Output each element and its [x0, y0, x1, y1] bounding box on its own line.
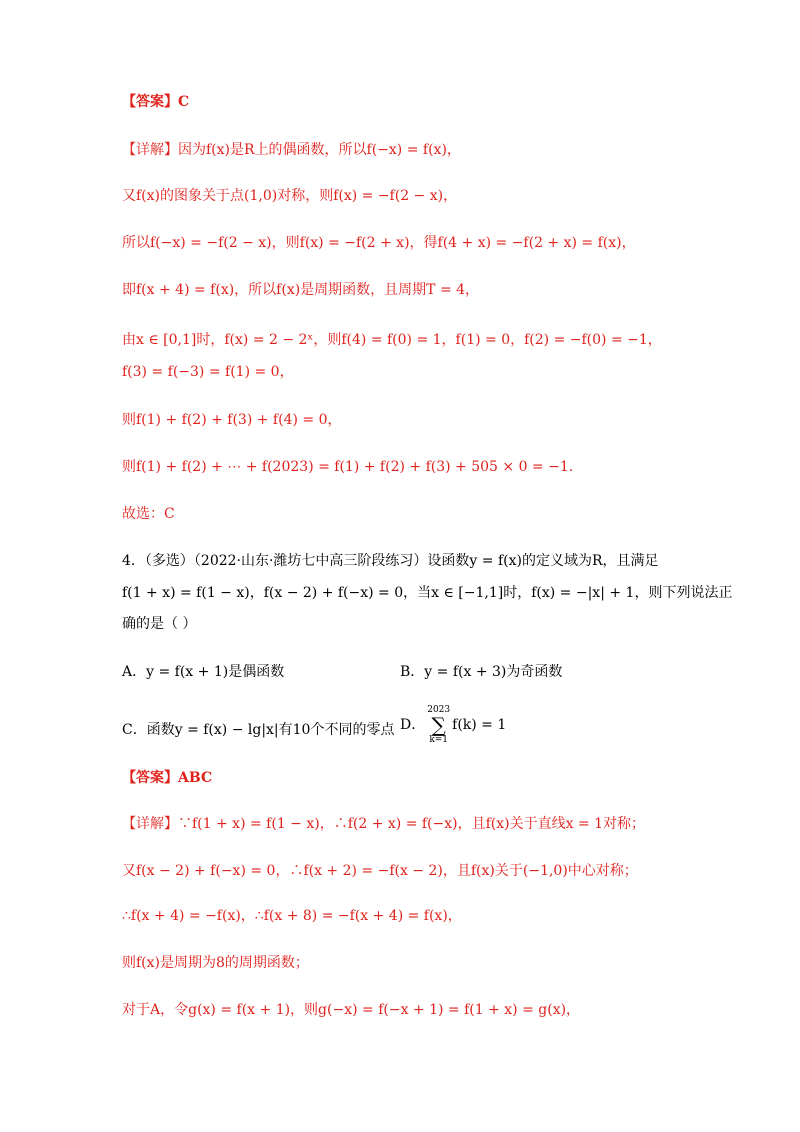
sigma-symbol: ∑	[431, 713, 446, 737]
detail-line-4: 即f(x + 4) = f(x)，所以f(x)是周期函数，且周期T = 4，	[122, 282, 480, 298]
sum-lower-limit: k=1	[429, 735, 449, 745]
detail2-line-3: ∴f(x + 4) = −f(x)，∴f(x + 8) = −f(x + 4) = f(x)，	[122, 908, 462, 924]
detail2-line-5: 对于A，令g(x) = f(x + 1)，则g(−x) = f(−x + 1) = f(1 + x) = g(x)，	[122, 1002, 581, 1018]
detail-line-3: 所以f(−x) = −f(2 − x)，则f(x) = −f(2 + x)，得f(4 + x) = −f(2 + x) = f(x)，	[122, 235, 636, 251]
detail-line-5: 由x ∈ [0,1]时，f(x) = 2 − 2ˣ，则f(4) = f(0) = 1，f(1) = 0，f(2) = −f(0) = −1，	[122, 332, 662, 348]
option-d-prefix: D．	[400, 717, 426, 733]
detail-line-6: f(3) = f(−3) = f(1) = 0，	[122, 364, 294, 380]
detail2-line-1: 【详解】∵f(1 + x) = f(1 − x)，∴f(2 + x) = f(−x)，且f(x)关于直线x = 1对称；	[122, 816, 646, 832]
option-c[interactable]: C．函数y = f(x) − lg|x|有10个不同的零点	[122, 722, 395, 738]
answer-label-1: 【答案】C	[122, 94, 190, 110]
question-4-line-3: 确的是（ ）	[122, 616, 197, 632]
detail2-line-2: 又f(x − 2) + f(−x) = 0，∴f(x + 2) = −f(x − 2)，且f(x)关于(−1,0)中心对称；	[122, 863, 638, 879]
option-d-body: f(k) = 1	[452, 717, 507, 733]
sum-upper-limit: 2023	[427, 705, 451, 715]
detail2-line-4: 则f(x)是周期为8的周期函数；	[122, 955, 309, 971]
detail-line-1: 【详解】因为f(x)是R上的偶函数，所以f(−x) = f(x)，	[122, 142, 461, 158]
question-4-line-2: f(1 + x) = f(1 − x)，f(x − 2) + f(−x) = 0，当x ∈ [−1,1]时，f(x) = −|x| + 1，则下列说法正	[122, 585, 733, 601]
answer-label-2: 【答案】ABC	[122, 770, 213, 786]
option-b[interactable]: B．y = f(x + 3)为奇函数	[400, 664, 563, 680]
detail-line-2: 又f(x)的图象关于点(1,0)对称，则f(x) = −f(2 − x)，	[122, 188, 458, 204]
question-4-line-1: 4．（多选）（2022·山东·潍坊七中高三阶段练习）设函数y = f(x)的定义域为R，且满足	[122, 553, 659, 569]
conclusion-line: 故选：C	[122, 506, 175, 522]
summation	[427, 705, 450, 745]
detail-line-8: 则f(1) + f(2) + ⋯ + f(2023) = f(1) + f(2) + f(3) + 505 × 0 = −1.	[122, 459, 574, 475]
detail-line-7: 则f(1) + f(2) + f(3) + f(4) = 0，	[122, 412, 342, 428]
option-d[interactable]	[400, 705, 506, 745]
option-a[interactable]: A．y = f(x + 1)是偶函数	[122, 664, 285, 680]
